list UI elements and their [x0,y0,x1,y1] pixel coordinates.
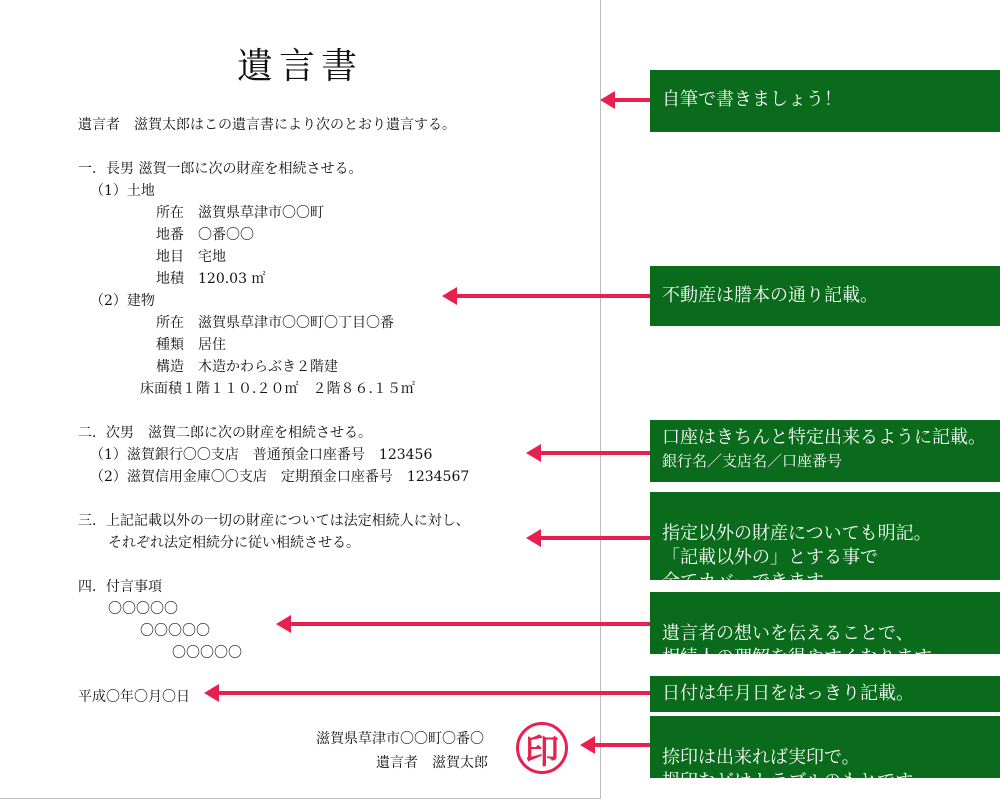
land-label: （1）土地 [90,183,155,199]
land-area: 地積 120.03 ㎡ [156,271,266,287]
building-structure: 構造 木造かわらぶき２階建 [156,359,338,375]
annotation-date [650,676,1000,712]
arrow-real-estate [456,294,650,298]
arrow-handwriting [614,98,650,102]
section-3-line-1: 三．上記記載以外の一切の財産については法定相続人に対し、 [78,513,470,529]
document-title: 遺言書 [236,46,363,87]
section-2-heading: 二．次男 滋賀二郎に次の財産を相続させる。 [78,425,372,441]
land-location: 所在 滋賀県草津市〇〇町 [156,205,324,221]
arrow-accounts [540,451,650,455]
annotation-other-assets-text: 指定以外の財産についても明記。 「記載以外の」とする事で 全てカバーできます。 [662,523,932,592]
land-number: 地番 〇番〇〇 [156,227,254,243]
land-category: 地目 宅地 [156,249,226,265]
intro-line: 遺言者 滋賀太郎はこの遺言書により次のとおり遺言する。 [78,117,456,133]
signer-address: 滋賀県草津市〇〇町〇番〇 [316,731,484,747]
building-label: （2）建物 [90,293,155,309]
arrow-date [218,691,650,695]
section-1-heading: 一．長男 滋賀一郎に次の財産を相続させる。 [78,161,363,177]
annotation-accounts-subtext: 銀行名／支店名／口座番号 [662,452,843,470]
annotation-other-assets [650,492,1000,592]
annotation-handwriting-text: 自筆で書きましょう！ [662,89,842,110]
bank-account-2: （2）滋賀信用金庫〇〇支店 定期預金口座番号 1234567 [90,469,470,485]
building-location: 所在 滋賀県草津市〇〇町〇丁目〇番 [156,315,394,331]
supplementary-line-1: 〇〇〇〇〇 [108,601,178,617]
arrow-supplementary [290,622,650,626]
seal-stamp: 印 [516,722,568,774]
annotation-date-text: 日付は年月日をはっきり記載。 [662,683,914,704]
annotation-supplementary [650,592,1000,668]
signer-name: 遺言者 滋賀太郎 [376,755,488,771]
bank-account-1: （1）滋賀銀行〇〇支店 普通預金口座番号 123456 [90,447,433,463]
supplementary-line-3: 〇〇〇〇〇 [172,645,242,661]
annotation-handwriting [650,70,1000,132]
section-4-heading: 四．付言事項 [78,579,162,595]
annotation-real-estate-text: 不動産は謄本の通り記載。 [662,285,878,306]
annotation-accounts [650,420,1000,482]
building-floor-area: 床面積１階１１０.２０㎡ ２階８６.１５㎡ [140,381,415,397]
arrow-seal [594,743,650,747]
annotation-real-estate [650,266,1000,326]
annotation-seal [650,716,1000,792]
supplementary-line-2: 〇〇〇〇〇 [140,623,210,639]
building-type: 種類 居住 [156,337,226,353]
arrow-other-assets [540,536,650,540]
annotation-seal-text: 捺印は出来れば実印で。 拇印などはトラブルのもとです。 [662,747,930,792]
section-3-line-2: それぞれ法定相続分に従い相続させる。 [108,535,360,551]
annotation-accounts-text: 口座はきちんと特定出来るように記載。 [662,427,986,448]
document-date: 平成〇年〇月〇日 [78,689,190,705]
annotation-supplementary-text: 遺言者の想いを伝えることで、 相続人の理解を得やすくなります。 [662,623,949,668]
